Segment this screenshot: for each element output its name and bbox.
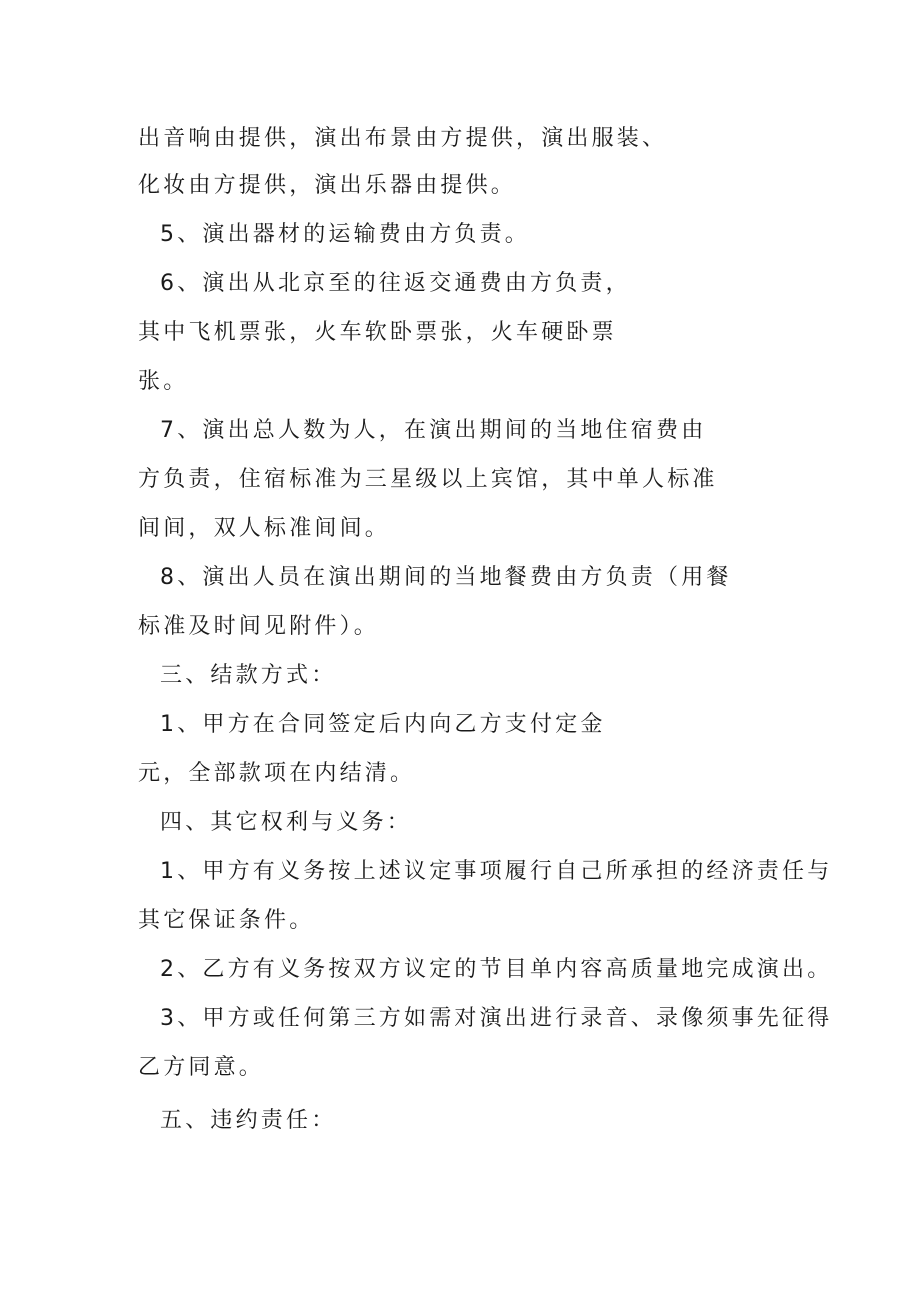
paragraph-line: 6、演出从北京至的往返交通费由方负责，	[160, 271, 631, 296]
section-heading: 四、其它权利与义务：	[160, 810, 413, 835]
paragraph-line: 5、演出器材的运输费由方负责。	[160, 222, 530, 247]
paragraph-line: 1、甲方在合同签定后内向乙方支付定金	[160, 712, 606, 737]
paragraph-line: 出音响由提供，演出布景由方提供，演出服装、	[138, 126, 668, 151]
paragraph-line: 元，全部款项在内结清。	[138, 761, 416, 786]
paragraph-line: 标准及时间见附件）。	[138, 614, 380, 639]
paragraph-line: 间间，双人标准间间。	[138, 516, 391, 541]
paragraph-line: 乙方同意。	[138, 1055, 265, 1080]
paragraph-line: 3、甲方或任何第三方如需对演出进行录音、录像须事先征得	[160, 1006, 833, 1031]
paragraph-line: 2、乙方有义务按双方议定的节目单内容高质量地完成演出。	[160, 957, 833, 982]
paragraph-line: 方负责，住宿标准为三星级以上宾馆，其中单人标准	[138, 467, 718, 492]
paragraph-line: 张。	[138, 369, 189, 394]
section-heading: 三、结款方式：	[160, 663, 337, 688]
paragraph-line: 其中飞机票张，火车软卧票张，火车硬卧票	[138, 320, 617, 345]
paragraph-line: 1、甲方有义务按上述议定事项履行自己所承担的经济责任与	[160, 859, 833, 884]
paragraph-line: 8、演出人员在演出期间的当地餐费由方负责（用餐	[160, 565, 732, 590]
paragraph-line: 化妆由方提供，演出乐器由提供。	[138, 173, 517, 198]
paragraph-line: 其它保证条件。	[138, 908, 315, 933]
section-heading: 五、违约责任：	[160, 1108, 337, 1133]
paragraph-line: 7、演出总人数为人，在演出期间的当地住宿费由	[160, 418, 707, 443]
